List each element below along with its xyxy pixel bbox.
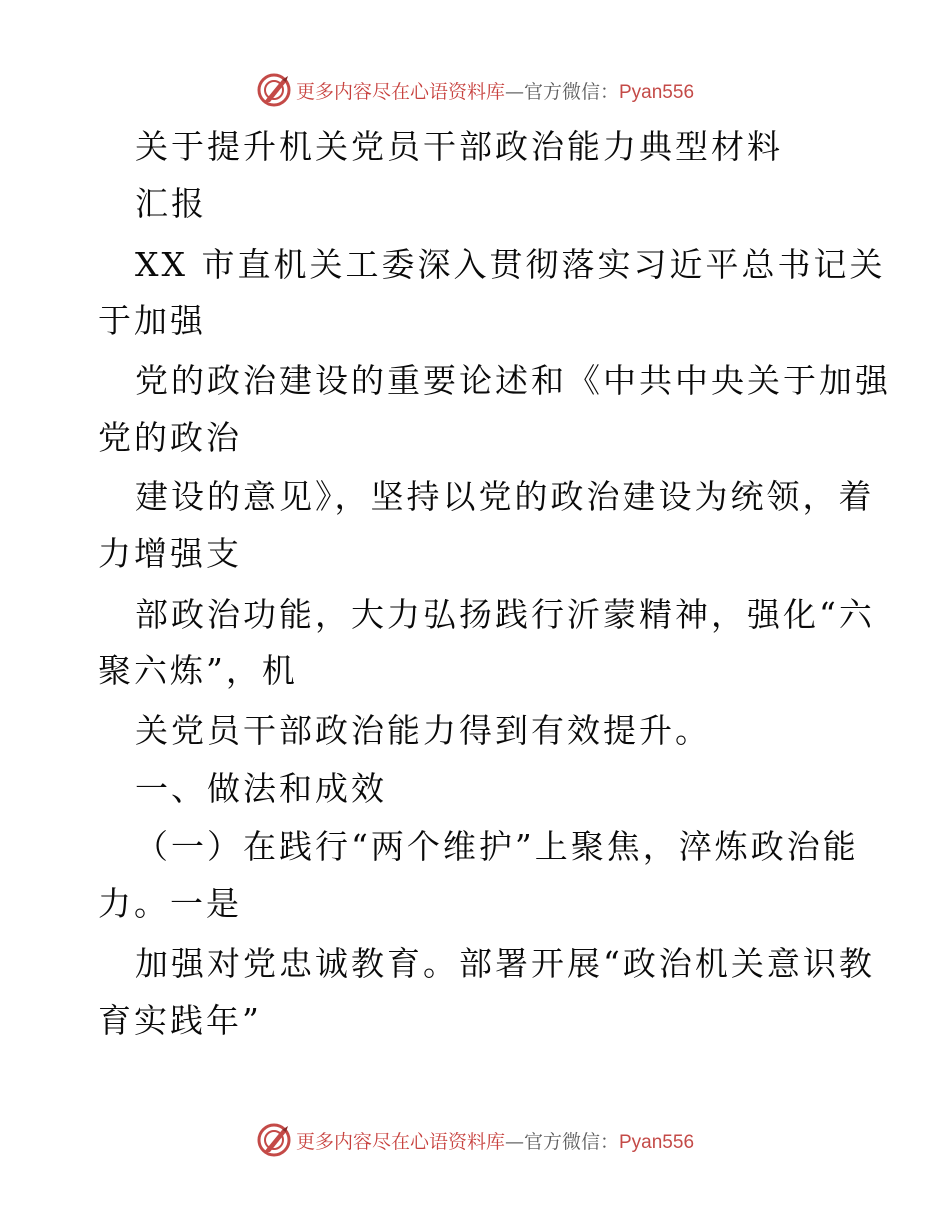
watermark-wechat-id: Pyan556 — [619, 81, 695, 103]
paragraph-line: 育实践年” — [98, 1001, 262, 1040]
watermark-wechat-id: Pyan556 — [619, 1131, 695, 1153]
paragraph-line: 聚六炼”，机 — [98, 651, 298, 690]
watermark-text — [296, 77, 694, 104]
paragraph-line: 加强对党忠诚教育。部署开展“政治机关意识教 — [135, 944, 875, 983]
watermark-brand: 更多内容尽在心语资料库 — [295, 80, 505, 103]
paragraph-line: 力。一是 — [98, 884, 242, 923]
paragraph-line: 建设的意见》，坚持以党的政治建设为统领，着 — [135, 477, 875, 516]
watermark-label: 官方微信： — [523, 80, 619, 103]
document-title-line: 汇报 — [135, 184, 207, 223]
footer-watermark — [0, 1120, 950, 1160]
quill-pen-logo-icon — [256, 72, 292, 108]
paragraph-line: 党的政治建设的重要论述和《中共中央关于加强 — [135, 361, 891, 400]
document-title-line: 关于提升机关党员干部政治能力典型材料 — [135, 127, 783, 166]
watermark-label: 官方微信： — [523, 1130, 619, 1153]
subsection-heading-line: （一）在践行“两个维护”上聚焦，淬炼政治能 — [135, 827, 859, 866]
section-heading: 一、做法和成效 — [135, 769, 387, 808]
paragraph-line: 党的政治 — [98, 418, 242, 457]
watermark-separator: — — [504, 1130, 524, 1153]
paragraph-line: 于加强 — [98, 301, 206, 340]
paragraph-line: XX 市直机关工委深入贯彻落实习近平总书记关 — [135, 245, 886, 284]
watermark-brand: 更多内容尽在心语资料库 — [295, 1130, 505, 1153]
paragraph-line: 关党员干部政治能力得到有效提升。 — [135, 711, 711, 750]
watermark-separator: — — [504, 80, 524, 103]
watermark-text — [296, 1127, 694, 1154]
paragraph-line: 部政治功能，大力弘扬践行沂蒙精神，强化“六 — [135, 595, 875, 634]
header-watermark — [0, 70, 950, 110]
paragraph-line: 力增强支 — [98, 534, 242, 573]
quill-pen-logo-icon — [256, 1122, 292, 1158]
